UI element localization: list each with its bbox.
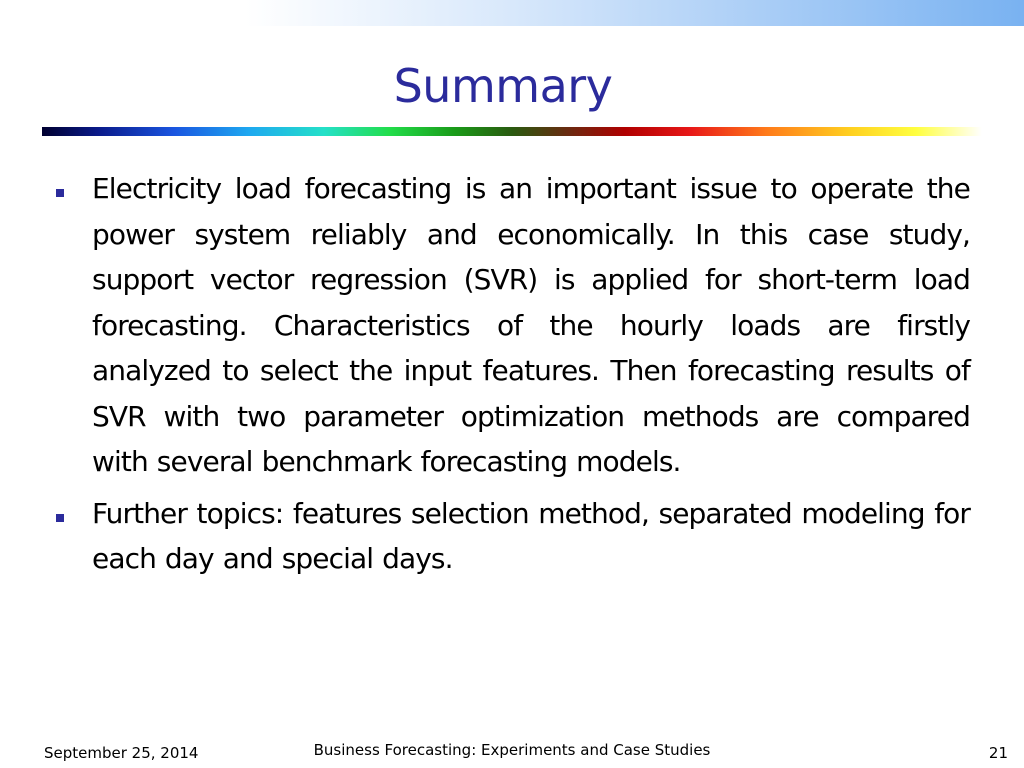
list-item <box>56 166 970 485</box>
slide-title: Summary <box>393 59 613 113</box>
bullet-list <box>56 166 970 588</box>
square-bullet-icon <box>56 189 64 197</box>
square-bullet-icon <box>56 514 64 522</box>
footer-course-title <box>0 740 1024 760</box>
header-gradient-band <box>0 0 1024 26</box>
list-item <box>56 491 970 582</box>
footer-course-text: Business Forecasting: Experiments and Case Studies <box>313 741 711 759</box>
bullet-text: Electricity load forecasting is an important issue to operate the power system reliably and economically. In this case study, support vector regression (SVR) is applied for short-term load forecasting. Characteristics of the hourly loads are firstly analyzed to select the input features. Then forecasting results of SVR with two parameter optimization methods are compared with several benchmark forecasting models. <box>92 172 970 478</box>
bullet-text: Further topics: features selection method, separated modeling for each day and special days. <box>92 496 970 575</box>
rainbow-divider <box>42 127 982 136</box>
footer-date: September 25, 2014 <box>44 744 199 762</box>
slide-number: 21 <box>988 744 1008 762</box>
